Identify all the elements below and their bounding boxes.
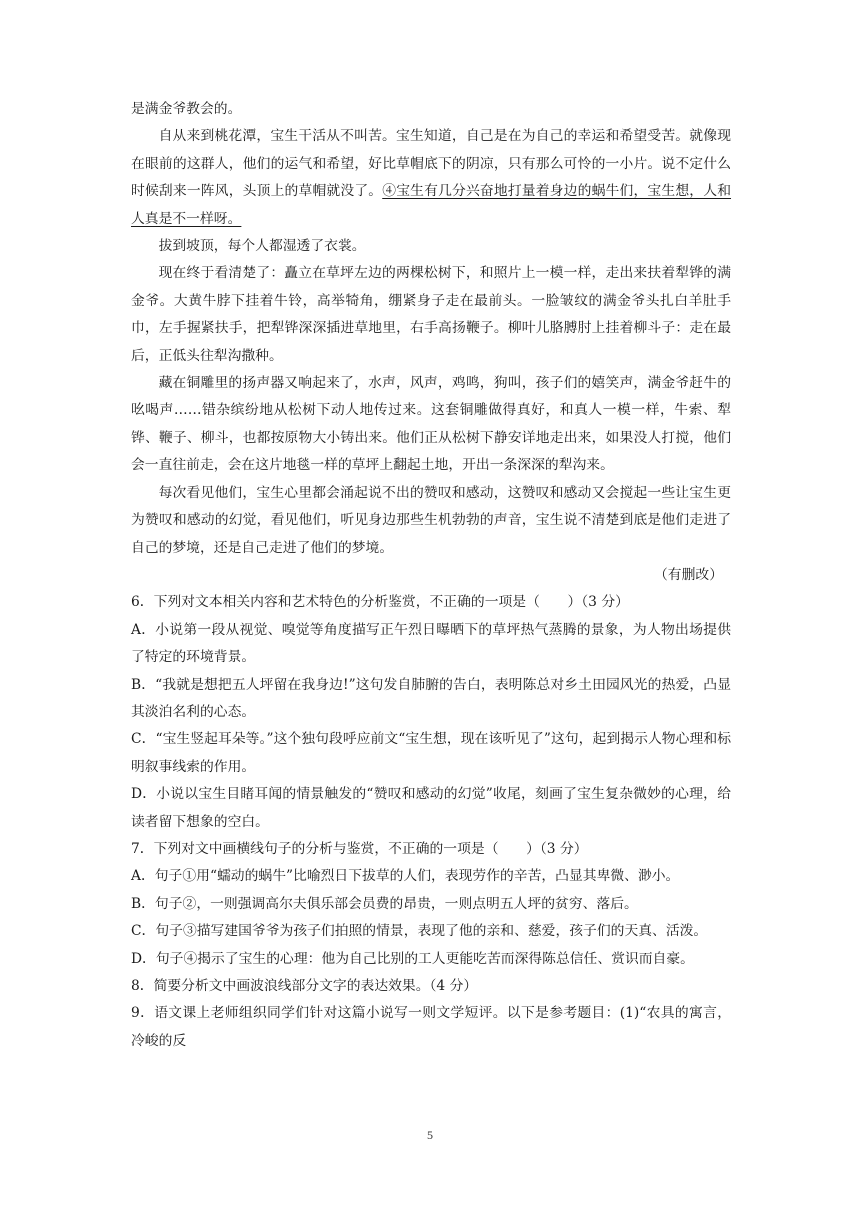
underlined-sentence-4: ④宝生有几分兴奋地打量着身边的蜗牛们，宝生想，人和人真是不一样呀。: [131, 183, 732, 227]
question-7-option-b: B．句子②，一则强调高尔夫俱乐部会员费的昂贵，一则点明五人坪的贫穷、落后。: [131, 895, 638, 912]
question-7-option-a: A．句子①用“蠕动的蜗牛”比喻烈日下拔草的人们，表现劳作的辛苦，凸显其卑微、渺小。: [131, 868, 680, 885]
question-7-option-c: C．句子③描写建国爷爷为孩子们拍照的情景，表现了他的亲和、慈爱，孩子们的天真、活泼。: [131, 923, 708, 940]
question-7-option-d: D．句子④揭示了宝生的心理：他为自己比别的工人更能吃苦而深得陈总信任、赏识而自豪。: [131, 950, 694, 967]
passage-paragraph: 现在终于看清楚了：矗立在草坪左边的两棵松树下，和照片上一模一样，走出来扶着犁铧的满金爷。大黄牛脖下挂着牛铃，高举犄角，绷紧身子走在最前头。一脸皱纹的满金爷头扎白羊肚手巾，左手握紧扶手，把犁铧深深插进草地里，右手高扬鞭子。柳叶儿胳膊肘上挂着柳斗子：走在最后，正低头往犁沟撒种。: [131, 265, 731, 364]
passage-paragraph: [131, 123, 731, 233]
passage-paragraph: 拔到坡顶，每个人都湿透了衣裳。: [158, 238, 366, 255]
question-6: 6．下列对文本相关内容和艺术特色的分析鉴赏，不正确的一项是（ ）（3 分）: [131, 594, 629, 611]
passage-paragraph: 每次看见他们，宝生心里都会涌起说不出的赞叹和感动，这赞叹和感动又会搅起一些让宝生更为赞叹和感动的幻觉，看见他们，听见身边那些生机勃勃的声音，宝生说不清楚到底是他们走进了自己的梦境，还是自己走进了他们的梦境。: [131, 484, 731, 556]
question-6-option-b: B．“我就是想把五人坪留在我身边!”这句发自肺腑的告白，表明陈总对乡土田园风光的热爱，凸显其淡泊名利的心态。: [131, 676, 731, 720]
passage-body: [131, 96, 731, 1055]
question-9: 9．语文课上老师组织同学们针对这篇小说写一则文学短评。以下是参考题目：(1)“农具的寓言，冷峻的反: [131, 1005, 731, 1049]
paragraph-text: 自从来到桃花潭，宝生干活从不叫苦。宝生知道，自己是在为自己的幸运和希望受苦。就像现在眼前的这群人，他们的运气和希望，好比草帽底下的阴凉，只有那么可怜的一小片。说不定什么时候刮来一阵风，头顶上的草帽就没了。: [131, 128, 731, 200]
passage-paragraph: 是满金爷教会的。: [131, 101, 242, 117]
editorial-note: （有删改）: [654, 566, 723, 583]
question-8: 8．简要分析文中画波浪线部分文字的表达效果。（4 分）: [131, 978, 478, 994]
passage-paragraph: 藏在铜雕里的扬声器又响起来了，水声，风声，鸡鸣，狗叫，孩子们的嬉笑声，满金爷赶牛的吆喝声……错杂缤纷地从松树下动人地传过来。这套铜雕做得真好，和真人一模一样，牛索、犁铧、鞭子、柳斗，也都按原物大小铸出来。他们正从松树下静安详地走出来，如果没人打搅，他们会一直往前走，会在这片地毯一样的草坪上翻起土地，开出一条深深的犁沟来。: [131, 375, 731, 474]
question-6-option-a: A．小说第一段从视觉、嗅觉等角度描写正午烈日曝晒下的草坪热气蒸腾的景象，为人物出场提供了特定的环境背景。: [131, 621, 731, 666]
question-6-option-d: D．小说以宝生目睹耳闻的情景触发的“赞叹和感动的幻觉”收尾，刻画了宝生复杂微妙的心理，给读者留下想象的空白。: [131, 786, 731, 830]
question-7: 7．下列对文中画横线句子的分析与鉴赏，不正确的一项是（ ）（3 分）: [131, 840, 588, 857]
page-number: 5: [427, 1128, 433, 1142]
question-6-option-c: C．“宝生竖起耳朵等。”这个独句段呼应前文“宝生想，现在该听见了”这句，起到揭示人物心理和标明叙事线索的作用。: [131, 731, 731, 775]
